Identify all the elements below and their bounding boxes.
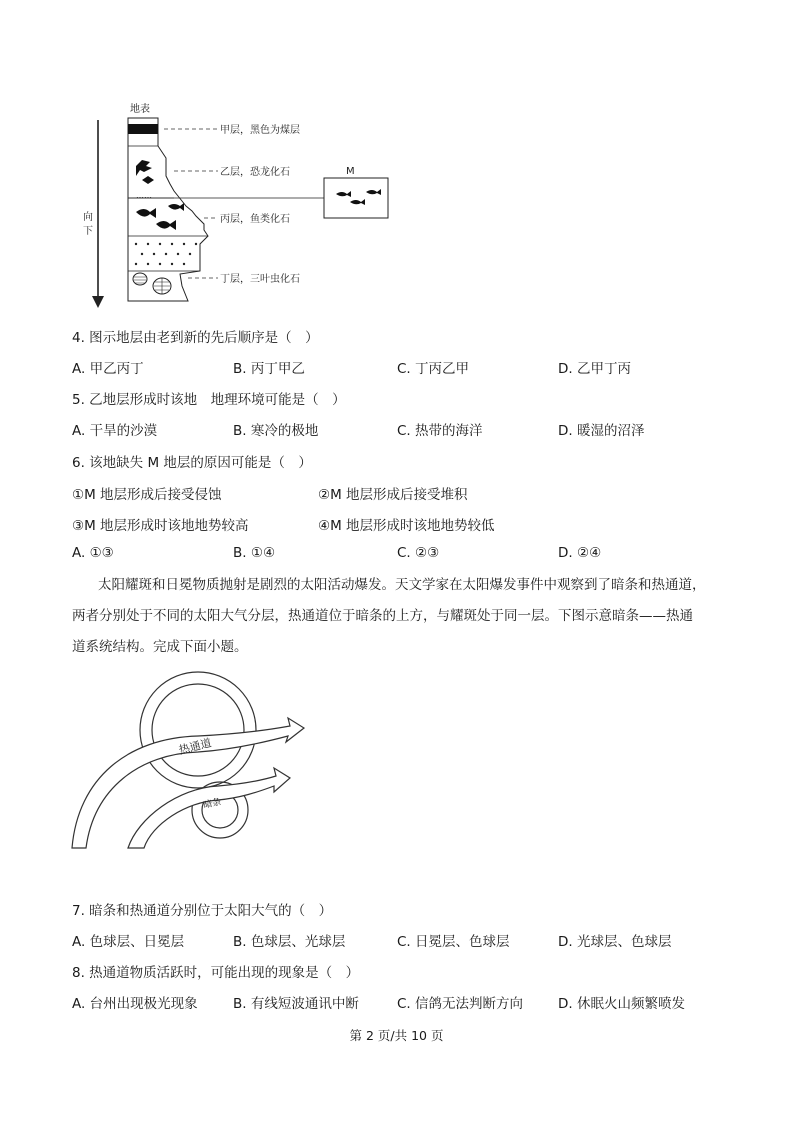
- q8-option-d[interactable]: D. 休眠火山频繁喷发: [558, 996, 685, 1012]
- strata-figure: [70, 96, 400, 312]
- q5-option-d[interactable]: D. 暖湿的沼泽: [558, 423, 645, 439]
- q7-option-a[interactable]: A. 色球层、日冕层: [72, 934, 185, 950]
- layer-yi-label: 乙层，恐龙化石: [220, 167, 290, 178]
- layer-bing-label: 丙层，鱼类化石: [220, 214, 290, 225]
- q6-option-d[interactable]: D. ②④: [558, 545, 602, 561]
- q4-option-b[interactable]: B. 丙丁甲乙: [233, 361, 305, 377]
- gap-dots: ……: [136, 191, 152, 200]
- passage-line-1: 太阳耀斑和日冕物质抛射是剧烈的太阳活动爆发。天文学家在太阳爆发事件中观察到了暗条和热通道，: [98, 577, 706, 593]
- question-5-stem: 5. 乙地层形成时该地 地理环境可能是（ ）: [72, 392, 346, 408]
- q4-option-a[interactable]: A. 甲乙丙丁: [72, 361, 144, 377]
- layer-jia-label: 甲层，黑色为煤层: [220, 125, 300, 136]
- q6-statement-1: ①M 地层形成后接受侵蚀: [72, 487, 222, 503]
- q7-option-b[interactable]: B. 色球层、光球层: [233, 934, 346, 950]
- question-8-stem: 8. 热通道物质活跃时，可能出现的现象是（ ）: [72, 965, 360, 981]
- down-arrow-icon: [92, 296, 104, 308]
- surface-label: 地表: [130, 104, 150, 115]
- q6-option-c[interactable]: C. ②③: [397, 545, 440, 561]
- hot-channel-label: 热通道: [177, 736, 213, 757]
- q8-option-a[interactable]: A. 台州出现极光现象: [72, 996, 198, 1012]
- q4-option-c[interactable]: C. 丁丙乙甲: [397, 361, 470, 377]
- direction-label-2: 下: [83, 226, 93, 237]
- q8-option-b[interactable]: B. 有线短波通讯中断: [233, 996, 359, 1012]
- q5-option-a[interactable]: A. 干旱的沙漠: [72, 423, 158, 439]
- filament-label: 暗条: [202, 797, 223, 811]
- m-layer-box: [324, 178, 388, 218]
- q6-statement-3: ③M 地层形成时该地地势较高: [72, 518, 249, 534]
- passage-line-2: 两者分别处于不同的太阳大气分层，热通道位于暗条的上方，与耀斑处于同一层。下图示意暗条——热通: [72, 608, 693, 624]
- q5-option-c[interactable]: C. 热带的海洋: [397, 423, 483, 439]
- q6-option-b[interactable]: B. ①④: [233, 545, 276, 561]
- filament-hot-channel-figure: [68, 668, 338, 858]
- direction-label-1: 向: [83, 212, 93, 223]
- q8-option-c[interactable]: C. 信鸽无法判断方向: [397, 996, 524, 1012]
- q7-option-c[interactable]: C. 日冕层、色球层: [397, 934, 510, 950]
- page-footer: 第 2 页/共 10 页: [349, 1028, 444, 1043]
- question-7-stem: 7. 暗条和热通道分别位于太阳大气的（ ）: [72, 903, 333, 919]
- passage: [72, 570, 712, 663]
- strata-column: [128, 118, 208, 301]
- q6-statement-2: ②M 地层形成后接受堆积: [318, 487, 468, 503]
- m-label: M: [346, 166, 355, 177]
- layer-ding-label: 丁层，三叶虫化石: [220, 274, 300, 285]
- question-4-stem: 4. 图示地层由老到新的先后顺序是（ ）: [72, 330, 319, 346]
- q7-option-d[interactable]: D. 光球层、色球层: [558, 934, 672, 950]
- question-6-stem: 6. 该地缺失 M 地层的原因可能是（ ）: [72, 455, 312, 471]
- coal-band: [128, 124, 158, 134]
- q4-option-d[interactable]: D. 乙甲丁丙: [558, 361, 631, 377]
- passage-line-3: 道系统结构。完成下面小题。: [72, 639, 248, 655]
- q6-statement-4: ④M 地层形成时该地地势较低: [318, 518, 495, 534]
- q6-option-a[interactable]: A. ①③: [72, 545, 114, 561]
- q5-option-b[interactable]: B. 寒冷的极地: [233, 423, 319, 439]
